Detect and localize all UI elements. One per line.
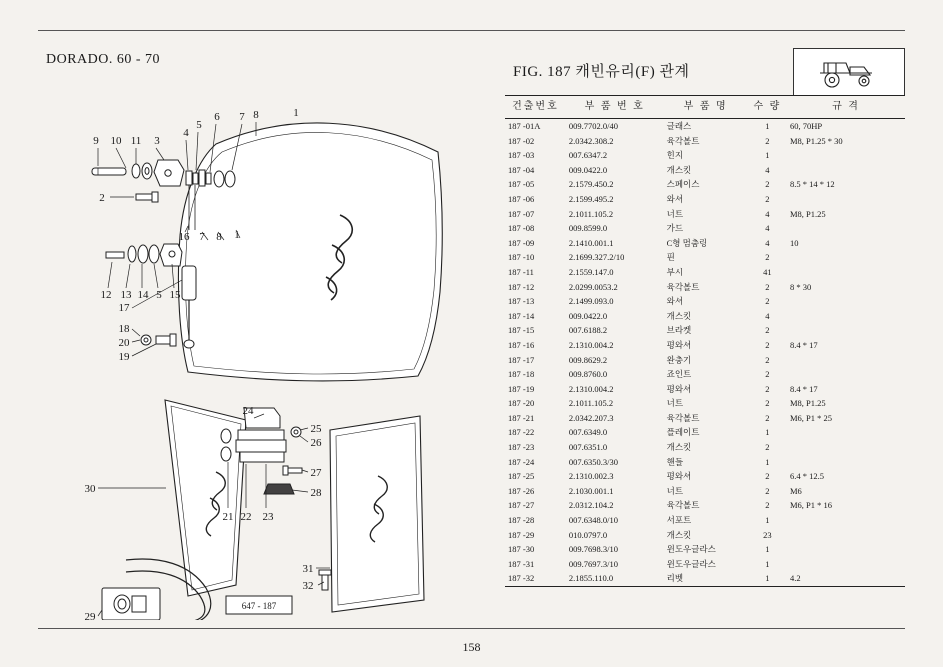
part-ref: 187 -16 (508, 339, 535, 350)
part-number: 2.0299.0053.2 (568, 281, 618, 292)
svg-text:30: 30 (84, 483, 96, 495)
part-qty: 1 (765, 544, 770, 555)
svg-text:9: 9 (93, 135, 99, 147)
svg-text:1: 1 (234, 229, 240, 241)
part-spec (787, 163, 905, 178)
part-name: 평와셔 (666, 471, 692, 482)
part-ref: 187 -32 (505, 571, 566, 586)
table-row (505, 367, 905, 382)
svg-text:15: 15 (169, 289, 181, 301)
part-ref: 187 -25 (508, 471, 535, 482)
part-spec (787, 353, 905, 368)
part-qty: 4 (765, 310, 770, 321)
col-header-ref: 건출번호 (505, 96, 566, 119)
part-qty: 2 (765, 485, 770, 496)
part-ref: 187 -31 (508, 558, 535, 569)
part-number: 007.6351.0 (568, 442, 608, 453)
col-header-part-number: 부 품 번 호 (566, 96, 664, 119)
svg-text:26: 26 (310, 437, 322, 449)
part-ref: 187 -21 (508, 412, 535, 423)
part-number: 009.8760.0 (568, 369, 608, 380)
part-ref: 187 -13 (508, 296, 535, 307)
part-number: 2.1699.327.2/10 (568, 252, 625, 263)
part-spec (787, 455, 905, 470)
part-spec (787, 440, 905, 455)
table-row (505, 557, 905, 572)
part-ref: 187 -04 (508, 164, 535, 175)
table-row (505, 338, 905, 353)
part-ref: 187 -03 (508, 150, 535, 161)
part-number: 009.8629.2 (568, 354, 608, 365)
part-spec: M8, P1.25 (789, 208, 826, 219)
part-spec (787, 513, 905, 528)
figure-title: FIG. 187 캐빈유리(F) 관계 (513, 64, 690, 80)
part-spec (787, 192, 905, 207)
part-number: 2.0342.308.2 (568, 135, 614, 146)
part-number: 2.0342.207.3 (568, 412, 614, 423)
part-name: 개스킷 (666, 442, 692, 453)
svg-text:6: 6 (214, 111, 220, 123)
part-qty: 4 (765, 208, 770, 219)
svg-text:22: 22 (240, 511, 252, 523)
table-row (505, 134, 905, 149)
svg-text:32: 32 (302, 580, 314, 592)
part-spec: 6.4 * 12.5 (789, 471, 824, 482)
table-row (505, 177, 905, 192)
table-header-row (505, 96, 905, 119)
parts-table-body (505, 119, 905, 587)
table-row (505, 148, 905, 163)
part-qty: 2 (765, 193, 770, 204)
part-ref: 187 -30 (508, 544, 535, 555)
part-name: 플레이트 (666, 427, 700, 438)
part-number: 2.1410.001.1 (568, 237, 614, 248)
svg-text:7: 7 (239, 111, 245, 123)
part-ref: 187 -15 (508, 325, 535, 336)
table-row (505, 469, 905, 484)
part-ref: 187 -11 (508, 266, 534, 277)
part-ref: 187 -29 (508, 529, 535, 540)
part-name: 핀 (666, 252, 675, 263)
svg-text:23: 23 (262, 511, 274, 523)
svg-text:17: 17 (118, 302, 130, 314)
part-name: 가드 (666, 223, 684, 234)
part-spec (787, 528, 905, 543)
part-ref: 187 -08 (508, 223, 535, 234)
part-number: 2.1310.002.3 (568, 471, 614, 482)
part-spec: 4.2 (787, 571, 905, 586)
part-spec: 8.5 * 14 * 12 (789, 179, 835, 190)
svg-text:24: 24 (242, 405, 254, 417)
table-row (505, 425, 905, 440)
part-qty: 2 (765, 252, 770, 263)
part-number: 2.1011.105.2 (568, 208, 614, 219)
part-ref: 187 -20 (508, 398, 535, 409)
part-number: 2.1855.110.0 (566, 571, 664, 586)
part-qty: 2 (765, 442, 770, 453)
table-row (505, 440, 905, 455)
part-name: 글래스 (666, 121, 692, 131)
part-number: 009.7697.3/10 (568, 558, 618, 569)
part-spec: M6, P1 * 25 (789, 412, 833, 423)
part-number: 007.6348.0/10 (568, 515, 618, 526)
part-qty: 23 (763, 529, 772, 540)
part-ref: 187 -09 (508, 237, 535, 248)
svg-text:28: 28 (310, 487, 322, 499)
part-name: 죠인트 (666, 369, 692, 380)
svg-text:7: 7 (199, 231, 205, 243)
part-name: 육각볼트 (666, 135, 700, 146)
part-number: 009.8599.0 (568, 223, 608, 234)
part-name: 브라켓 (666, 325, 692, 336)
table-row (505, 528, 905, 543)
part-number: 007.6188.2 (568, 325, 608, 336)
page-rule-bottom (38, 628, 905, 629)
part-qty: 4 (765, 237, 770, 248)
svg-text:13: 13 (120, 289, 132, 301)
svg-text:21: 21 (222, 511, 234, 523)
table-row (505, 353, 905, 368)
part-ref: 187 -02 (508, 135, 535, 146)
svg-text:20: 20 (118, 337, 130, 349)
part-name: C형 멈춤링 (666, 237, 708, 248)
part-name: 너트 (666, 208, 684, 219)
part-ref: 187 -22 (508, 427, 535, 438)
svg-text:18: 18 (118, 323, 130, 335)
part-name: 너트 (666, 398, 684, 409)
part-name: 육각볼트 (666, 412, 700, 423)
table-row (505, 513, 905, 528)
part-qty: 41 (763, 266, 772, 277)
part-number: 007.6350.3/30 (568, 456, 618, 467)
table-row (505, 411, 905, 426)
part-qty: 2 (765, 398, 770, 409)
part-ref: 187 -06 (508, 193, 535, 204)
svg-text:25: 25 (310, 423, 322, 435)
table-row (505, 309, 905, 324)
part-qty: 2 (765, 339, 770, 350)
table-row (505, 484, 905, 499)
part-name: 힌지 (666, 150, 684, 161)
part-name: 개스킷 (666, 164, 692, 175)
part-qty: 4 (765, 164, 770, 175)
part-ref: 187 -12 (508, 281, 535, 292)
part-spec (787, 557, 905, 572)
table-row (505, 265, 905, 280)
part-qty: 4 (765, 223, 770, 234)
table-row (505, 280, 905, 295)
part-qty: 1 (765, 515, 770, 526)
part-name: 개스킷 (666, 310, 692, 321)
table-row (505, 455, 905, 470)
table-row (505, 571, 905, 586)
part-number: 2.1011.105.2 (568, 398, 614, 409)
part-spec: 60, 70HP (789, 121, 823, 131)
part-spec: M8, P1.25 (789, 398, 826, 409)
part-number: 2.1559.147.0 (568, 266, 614, 277)
part-name: 평와셔 (666, 339, 692, 350)
part-name: 와셔 (666, 296, 684, 307)
part-number: 2.1310.004.2 (568, 383, 614, 394)
part-name: 윈도우글라스 (666, 558, 716, 569)
svg-text:1: 1 (293, 107, 299, 119)
part-ref: 187 -10 (508, 252, 535, 263)
table-row (505, 542, 905, 557)
part-qty: 1 (765, 427, 770, 438)
part-spec (787, 425, 905, 440)
part-qty: 1 (748, 571, 787, 586)
part-ref: 187 -27 (508, 500, 535, 511)
part-qty: 2 (765, 281, 770, 292)
table-row (505, 163, 905, 178)
part-spec: M6, P1 * 16 (789, 500, 833, 511)
part-number: 2.1310.004.2 (568, 339, 614, 350)
svg-text:14: 14 (137, 289, 149, 301)
part-name: 개스킷 (666, 529, 692, 540)
part-number: 010.0797.0 (568, 529, 608, 540)
svg-text:31: 31 (302, 563, 314, 575)
part-ref: 187 -19 (508, 383, 535, 394)
table-row (505, 396, 905, 411)
table-row (505, 323, 905, 338)
part-qty: 2 (765, 325, 770, 336)
part-qty: 2 (765, 179, 770, 190)
svg-text:16: 16 (178, 231, 190, 243)
svg-text:5: 5 (196, 119, 202, 131)
part-number: 007.6347.2 (568, 150, 608, 161)
table-row (505, 382, 905, 397)
svg-text:5: 5 (156, 289, 162, 301)
part-ref: 187 -07 (508, 208, 535, 219)
svg-text:12: 12 (100, 289, 112, 301)
part-qty: 2 (765, 500, 770, 511)
part-name: 와셔 (666, 193, 684, 204)
part-qty: 1 (765, 150, 770, 161)
part-spec (787, 323, 905, 338)
part-name: 스페이스 (666, 179, 700, 190)
part-qty: 2 (765, 354, 770, 365)
part-name: 육각볼트 (666, 500, 700, 511)
part-ref: 187 -05 (508, 179, 535, 190)
page-rule-top (38, 30, 905, 31)
part-spec: 10 (789, 237, 799, 248)
part-name: 서포트 (666, 515, 692, 526)
parts-table (505, 95, 905, 587)
part-spec: 8 * 30 (789, 281, 812, 292)
table-row (505, 498, 905, 513)
page-number: 158 (462, 640, 481, 654)
part-number: 2.1579.450.2 (568, 179, 614, 190)
part-number: 2.1030.001.1 (568, 485, 614, 496)
part-name: 부시 (666, 266, 684, 277)
svg-text:29: 29 (84, 611, 96, 620)
part-ref: 187 -17 (508, 354, 535, 365)
part-spec (787, 148, 905, 163)
part-spec: 8.4 * 17 (789, 339, 818, 350)
part-ref: 187 -23 (508, 442, 535, 453)
part-qty: 2 (765, 135, 770, 146)
parts-table-pane (505, 60, 905, 587)
part-spec (787, 294, 905, 309)
col-header-qty: 수 량 (748, 96, 787, 119)
part-spec (787, 221, 905, 236)
part-name: 핸들 (666, 456, 684, 467)
part-ref: 187 -18 (508, 369, 535, 380)
svg-text:3: 3 (154, 135, 160, 147)
part-ref: 187 -26 (508, 485, 535, 496)
part-ref: 187 -01A (508, 121, 541, 131)
part-name: 완충기 (666, 354, 692, 365)
table-row (505, 207, 905, 222)
table-row (505, 236, 905, 251)
svg-text:8: 8 (253, 109, 259, 121)
part-spec: M6 (789, 485, 802, 496)
table-row (505, 294, 905, 309)
part-qty: 1 (765, 456, 770, 467)
part-spec (787, 250, 905, 265)
part-number: 2.1499.093.0 (568, 296, 614, 307)
drawing-tag: 647 - 187 (241, 601, 277, 611)
part-number: 009.0422.0 (568, 310, 608, 321)
part-number: 009.0422.0 (568, 164, 608, 175)
table-row (505, 250, 905, 265)
part-ref: 187 -28 (508, 515, 535, 526)
svg-text:19: 19 (118, 351, 130, 363)
part-qty: 1 (765, 558, 770, 569)
part-spec (787, 265, 905, 280)
part-ref: 187 -14 (508, 310, 535, 321)
part-spec (787, 309, 905, 324)
part-qty: 2 (765, 412, 770, 423)
table-row (505, 221, 905, 236)
part-spec: M8, P1.25 * 30 (789, 135, 843, 146)
part-spec: 8.4 * 17 (789, 383, 818, 394)
col-header-part-name: 부 품 명 (664, 96, 748, 119)
part-number: 009.7698.3/10 (568, 544, 618, 555)
svg-text:27: 27 (310, 467, 322, 479)
svg-text:2: 2 (99, 192, 105, 204)
part-number: 009.7702.0/40 (568, 121, 618, 131)
part-name: 윈도우글라스 (666, 544, 716, 555)
part-name: 육각볼트 (666, 281, 700, 292)
svg-text:8: 8 (216, 231, 222, 243)
parts-illustration (40, 40, 495, 620)
part-spec (787, 542, 905, 557)
col-header-spec: 규 격 (787, 96, 905, 119)
table-row (505, 192, 905, 207)
part-number: 007.6349.0 (568, 427, 608, 438)
part-name: 너트 (666, 485, 684, 496)
part-qty: 2 (765, 296, 770, 307)
table-row (505, 119, 905, 134)
part-qty: 2 (765, 383, 770, 394)
part-number: 2.1599.495.2 (568, 193, 614, 204)
part-spec (787, 367, 905, 382)
svg-text:4: 4 (183, 127, 189, 139)
part-name: 리벳 (664, 571, 748, 586)
part-name: 평와셔 (666, 383, 692, 394)
svg-text:10: 10 (110, 135, 122, 147)
part-qty: 2 (765, 471, 770, 482)
part-ref: 187 -24 (508, 456, 535, 467)
model-title: DORADO. 60 - 70 (46, 52, 161, 67)
part-number: 2.0312.104.2 (568, 500, 614, 511)
part-qty: 2 (765, 369, 770, 380)
part-qty: 1 (765, 121, 770, 131)
svg-text:11: 11 (130, 135, 142, 147)
